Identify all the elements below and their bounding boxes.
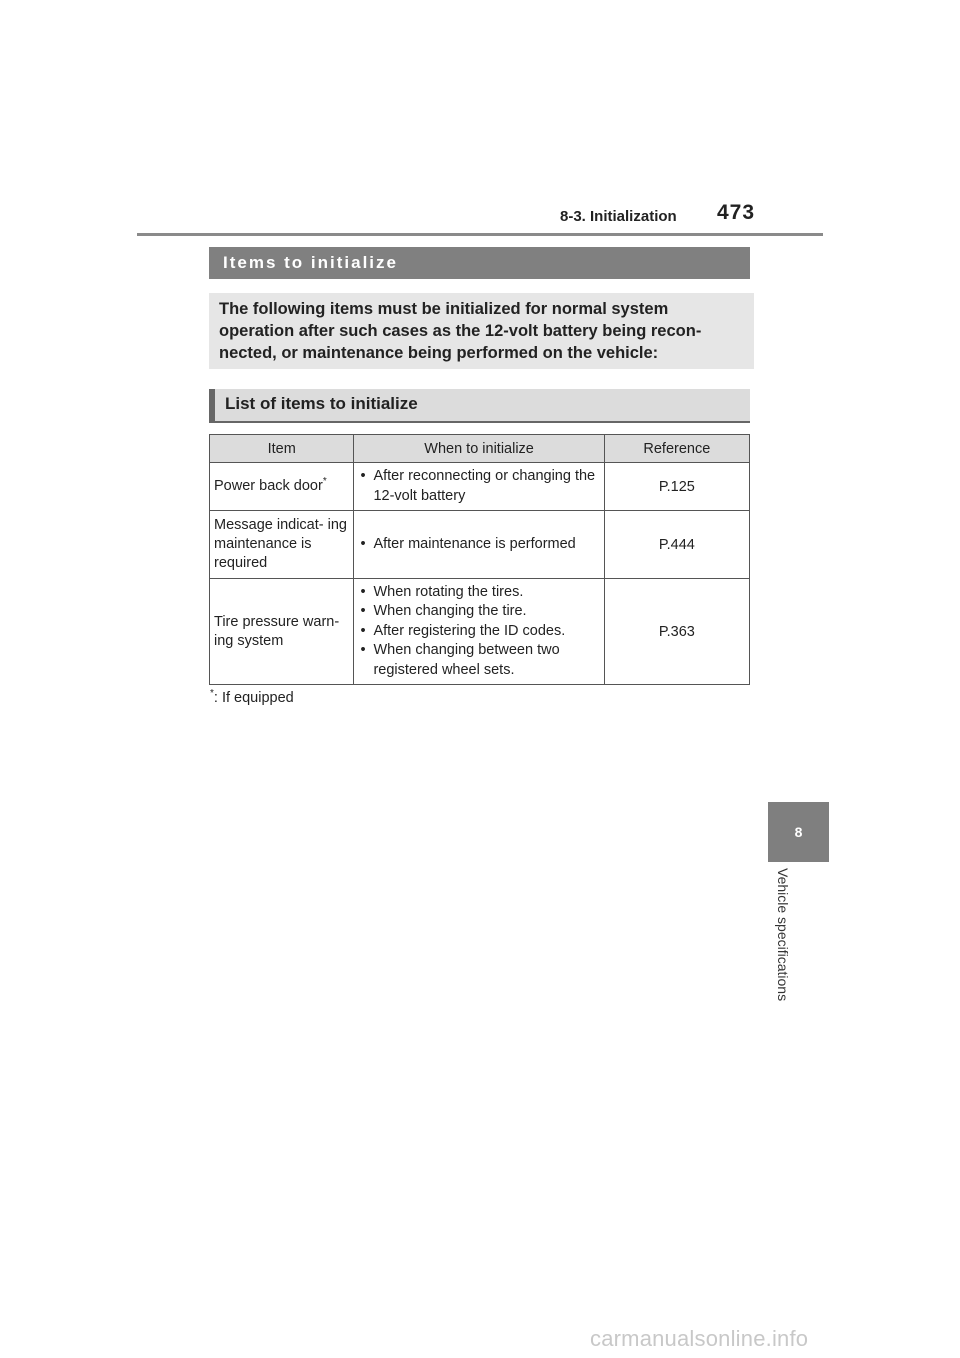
when-list — [358, 535, 599, 555]
item-cell — [210, 579, 354, 685]
subsection-divider — [209, 421, 750, 423]
table-row — [210, 463, 750, 511]
item-name: Power back door — [214, 478, 323, 494]
item-cell — [210, 463, 354, 511]
reference-link[interactable]: P.125 — [604, 463, 749, 511]
page-number: 473 — [717, 201, 756, 224]
footnote-mark: * — [210, 688, 214, 700]
watermark: carmanualsonline.info — [590, 1326, 809, 1351]
when-item: • After registering the ID codes. — [358, 622, 599, 642]
footnote-text: : If equipped — [213, 690, 294, 706]
item-name: Tire pressure warn- ing system — [214, 613, 340, 649]
column-header-reference: Reference — [604, 435, 749, 463]
when-cell — [354, 579, 604, 685]
subsection-title: List of items to initialize — [209, 389, 750, 421]
item-cell — [210, 511, 354, 579]
item-name: Message indicat- ing maintenance is required — [214, 517, 347, 571]
when-list — [358, 467, 599, 506]
reference-link[interactable]: P.444 — [604, 511, 749, 579]
section-title: Items to initialize — [209, 247, 750, 279]
intro-text: The following items must be initialized for normal system operation after such cases as the 12-volt battery being recon- nected, or maintenance being performed on the vehicle: — [209, 293, 754, 369]
reference-link[interactable]: P.363 — [604, 579, 749, 685]
footnote — [210, 690, 294, 706]
equipped-mark: * — [322, 476, 327, 488]
when-item: • After maintenance is performed — [358, 535, 599, 555]
when-list — [358, 583, 599, 681]
table-row — [210, 579, 750, 685]
column-header-when: When to initialize — [354, 435, 604, 463]
running-header-section: 8-3. Initialization — [560, 208, 677, 225]
table-header-row — [210, 435, 750, 463]
when-item: • When rotating the tires. — [358, 583, 599, 603]
when-cell — [354, 511, 604, 579]
when-item: • When changing between two registered wheel sets. — [358, 641, 599, 680]
column-header-item: Item — [210, 435, 354, 463]
chapter-tab[interactable] — [768, 802, 829, 862]
chapter-title-container — [768, 868, 798, 1038]
when-item: • After reconnecting or changing the 12-volt battery — [358, 467, 599, 506]
header-divider — [137, 233, 823, 236]
when-item: • When changing the tire. — [358, 602, 599, 622]
chapter-number: 8 — [794, 824, 803, 840]
initialization-table — [209, 434, 750, 685]
when-cell — [354, 463, 604, 511]
chapter-title: Vehicle specifications — [775, 868, 791, 1002]
table-row — [210, 511, 750, 579]
